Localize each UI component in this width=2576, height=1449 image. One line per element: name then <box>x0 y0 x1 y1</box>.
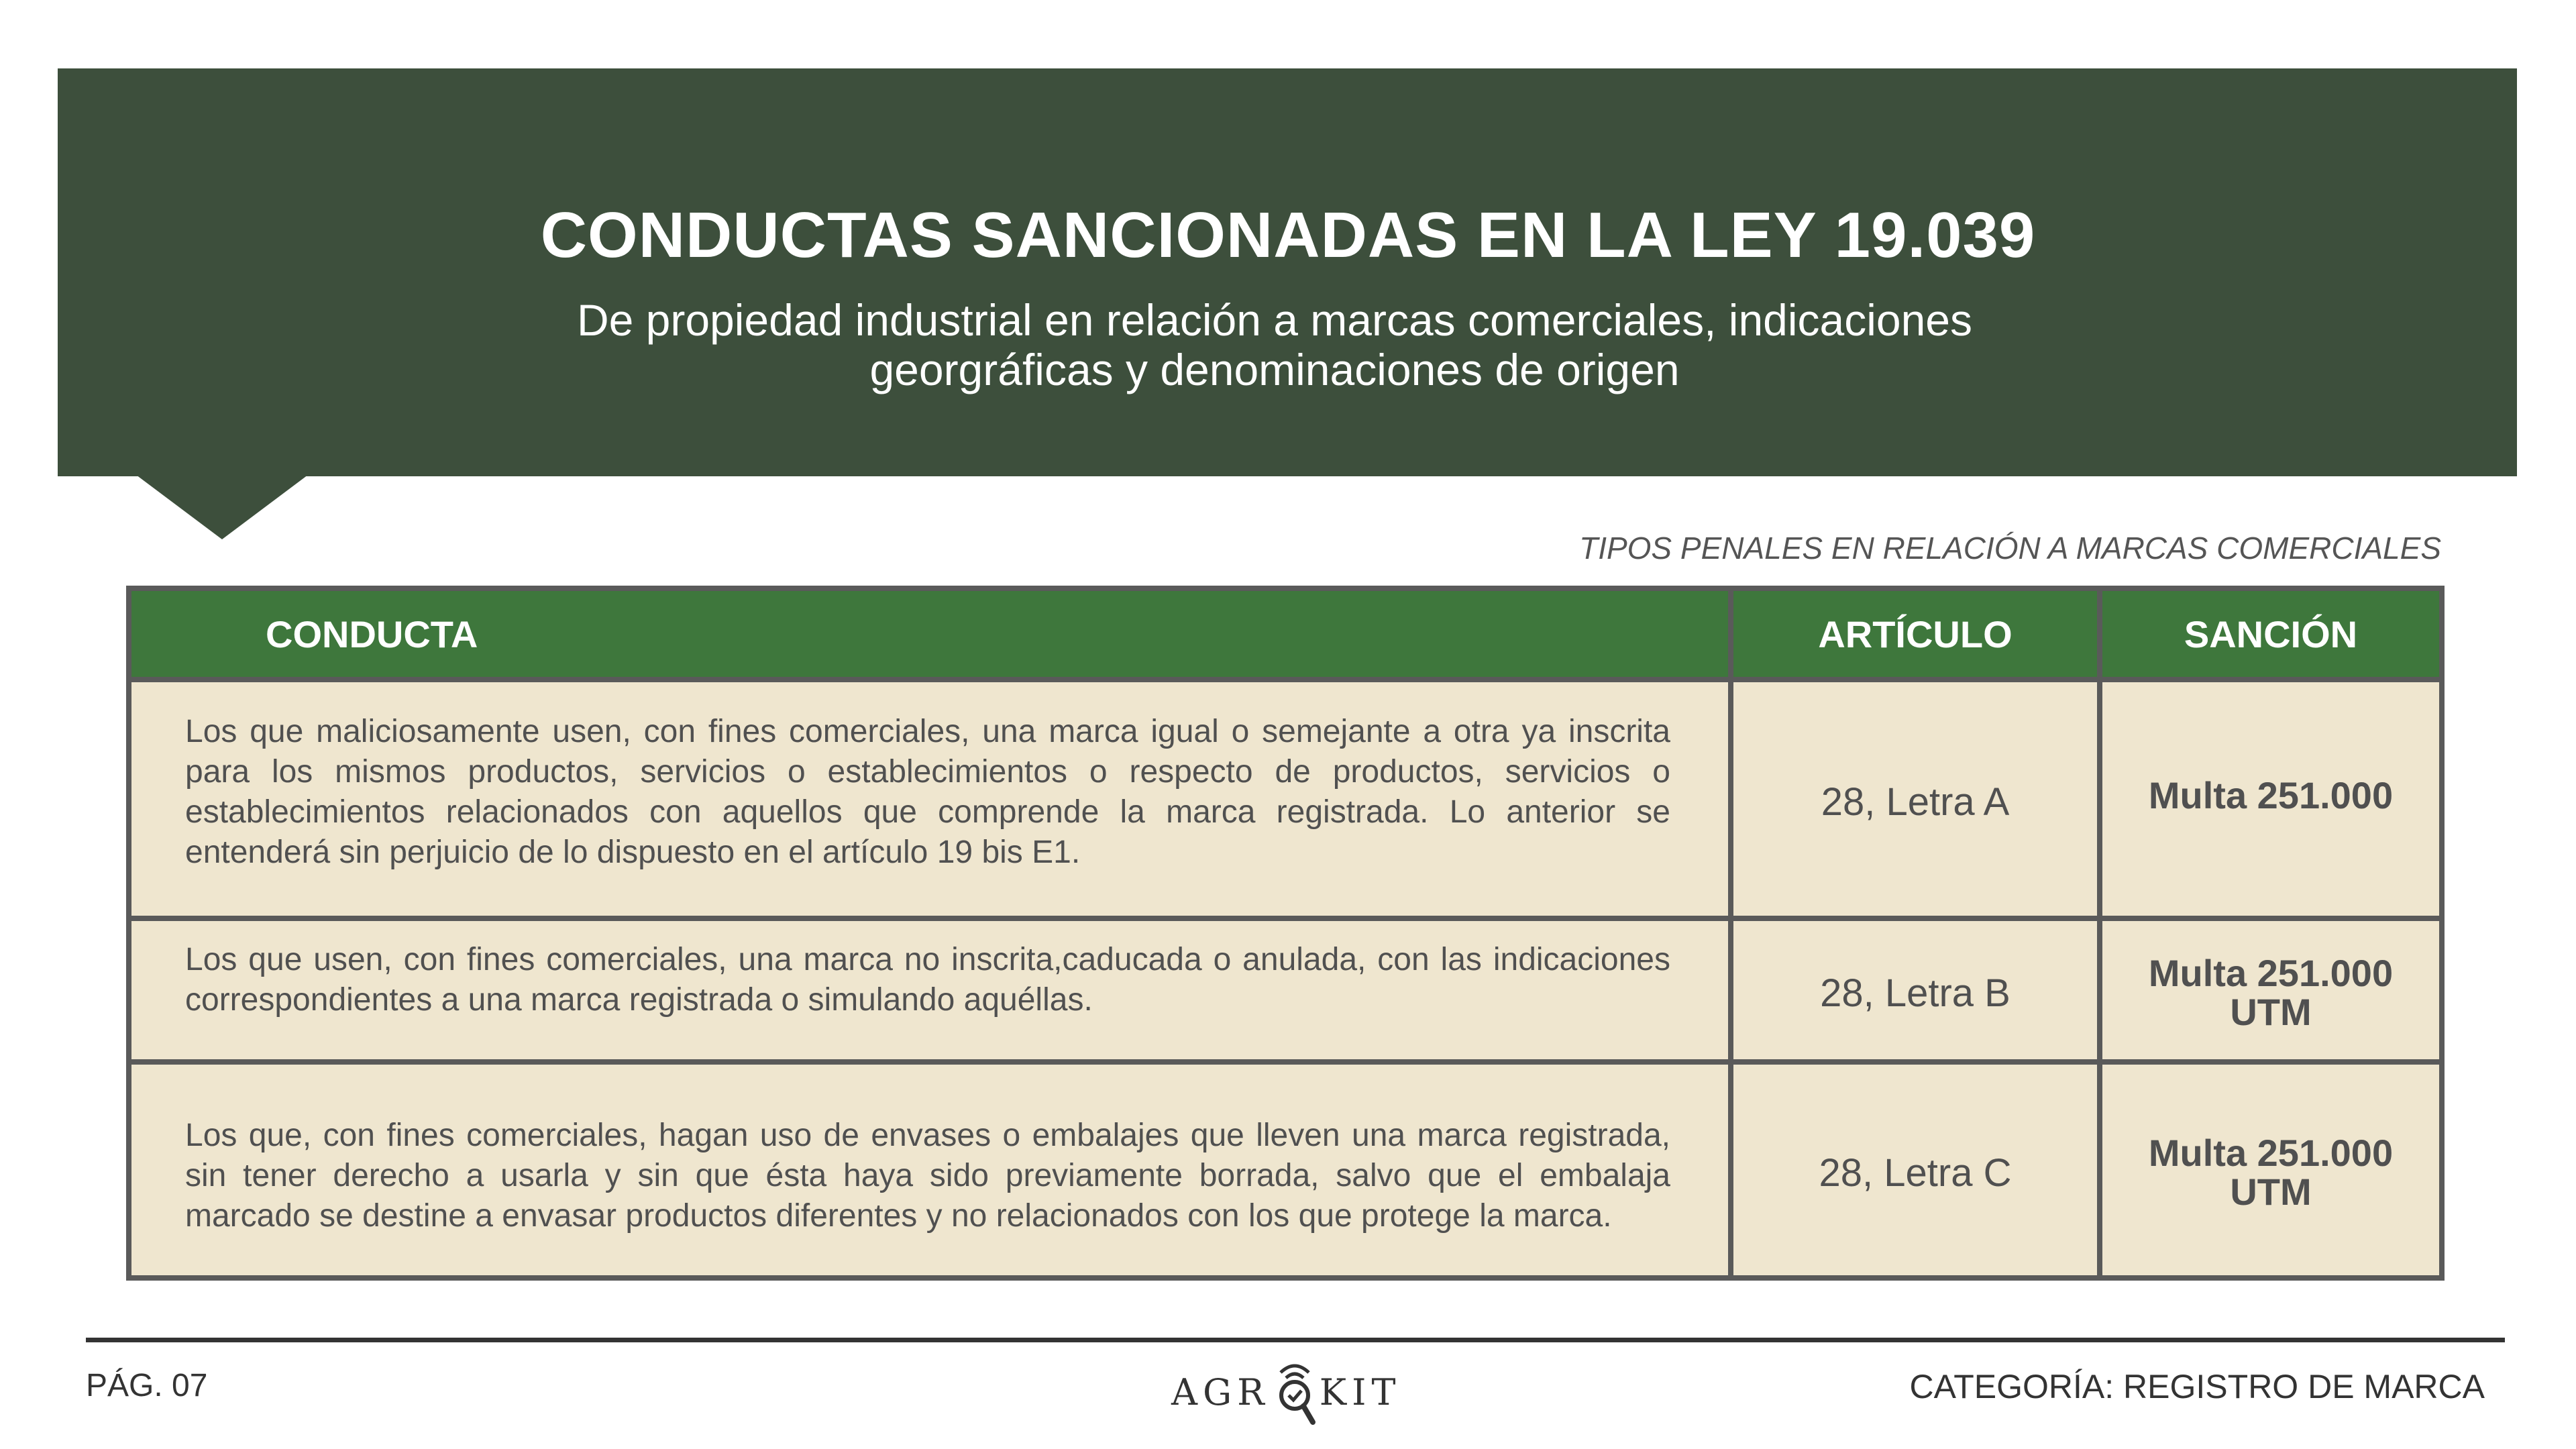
sancion-line-1: Multa 251.000 <box>2148 774 2394 816</box>
articulo-cell: 28, Letra B <box>1728 921 2097 1065</box>
header-banner <box>58 68 2517 476</box>
column-header-sancion: SANCIÓN <box>2097 591 2439 677</box>
column-header-articulo: ARTÍCULO <box>1728 591 2097 677</box>
table-caption: TIPOS PENALES EN RELACIÓN A MARCAS COMERCIALES <box>1579 531 2441 566</box>
sancion-line-1: Multa 251.000 <box>2148 952 2394 994</box>
subtitle-line-2: georgráficas y denominaciones de origen <box>869 345 1680 394</box>
table-header-row <box>131 591 2439 677</box>
sancion-line-1: Multa 251.000 <box>2148 1132 2394 1174</box>
table-row <box>131 916 2439 1065</box>
articulo-cell: 28, Letra A <box>1728 682 2097 921</box>
sancion-cell <box>2097 1065 2439 1281</box>
magnifier-wifi-icon <box>1271 1355 1318 1429</box>
sancion-line-2: UTM <box>2230 991 2312 1033</box>
category-label: CATEGORÍA: REGISTRO DE MARCA <box>1909 1368 2485 1405</box>
sanctions-table <box>126 586 2445 1281</box>
table-row <box>131 1059 2439 1281</box>
table-row <box>131 677 2439 921</box>
page-title: CONDUCTAS SANCIONADAS EN LA LEY 19.039 <box>540 199 2036 271</box>
column-header-conducta: CONDUCTA <box>266 612 478 655</box>
sancion-line-2: UTM <box>2230 1171 2312 1213</box>
agrokit-logo <box>1171 1355 1401 1429</box>
page-subtitle <box>537 295 2012 394</box>
page-number: PÁG. 07 <box>86 1368 208 1403</box>
sancion-cell <box>2097 921 2439 1065</box>
conducta-cell: Los que, con fines comerciales, hagan uso de envases o embalajes que lleven una marca registrada, sin tener derecho a usarla y sin que ésta haya sido previamente borrada, salvo que el embalaja marcado se destine a envasar productos diferentes y no relacionados con los que protege la marca. <box>185 1118 1670 1234</box>
conducta-cell: Los que usen, con fines comerciales, una marca no inscrita,caducada o anulada, con las indicaciones correspondientes a una marca registrada o simulando aquéllas. <box>185 942 1670 1018</box>
footer-divider <box>86 1338 2505 1342</box>
sancion-cell <box>2097 682 2439 921</box>
articulo-cell: 28, Letra C <box>1728 1065 2097 1281</box>
logo-text-right: KIT <box>1319 1371 1401 1413</box>
logo-text-left: AGR <box>1171 1371 1270 1413</box>
banner-notch <box>136 475 308 539</box>
conducta-cell: Los que maliciosamente usen, con fines comerciales, una marca igual o semejante a otra ya inscrita para los mismos productos, servicios o establecimientos o respecto de productos, servicios o establecimientos relacionados con aquellos que comprende la marca registrada. Lo anterior se entenderá sin perjuicio de lo dispuesto en el artículo 19 bis E1. <box>185 714 1670 870</box>
subtitle-line-1: De propiedad industrial en relación a marcas comerciales, indicaciones <box>576 295 1973 345</box>
